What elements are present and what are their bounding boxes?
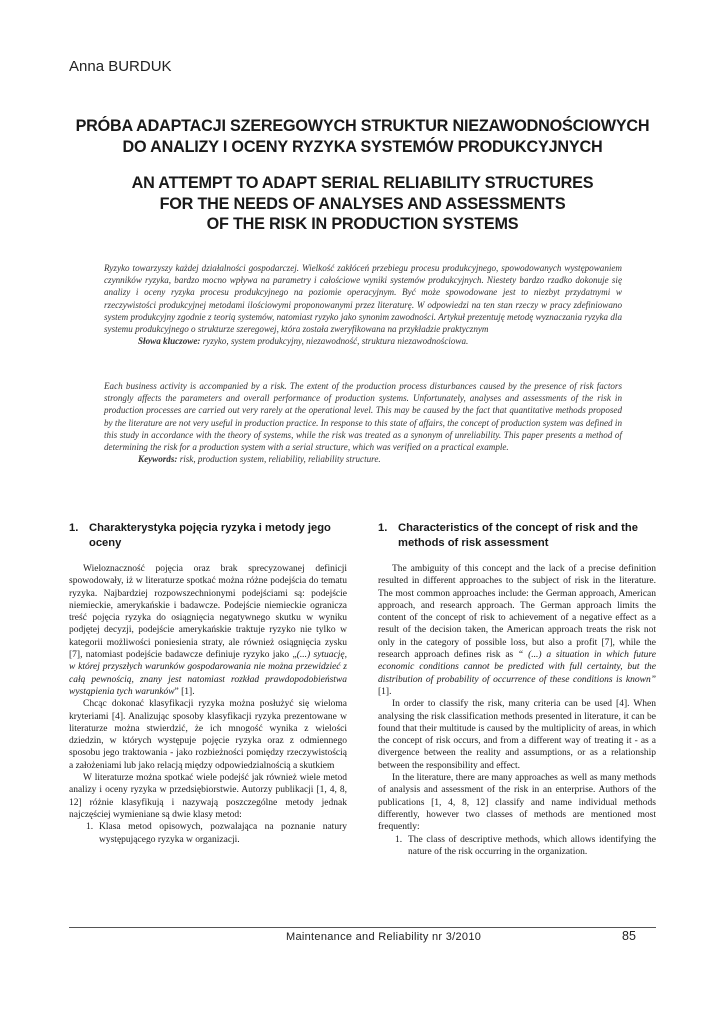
paragraph-english-1-citation: [1]. xyxy=(378,686,392,697)
keywords-english xyxy=(104,453,622,465)
abstract-polish xyxy=(104,262,622,347)
list-text-polish-1: Klasa metod opisowych, pozwalająca na poznanie natury występującego ryzyka w organizacji. xyxy=(99,822,347,845)
paragraph-polish-3: W literaturze można spotkać wiele podejść jak również wiele metod analizy i oceny ryzyka w przedsiębiorstwie. Autorzy publikacji [1, 4, 8, 12] różnie klasyfikują i nazywają poszczególne metody jednak najczęściej wymieniane są dwie klasy metod: xyxy=(69,773,347,820)
page-number: 85 xyxy=(622,929,636,943)
section-heading-english xyxy=(378,521,656,551)
keywords-polish-list: ryzyko, system produkcyjny, niezawodność, struktura niezawodnościowa. xyxy=(202,336,469,347)
keywords-polish xyxy=(104,335,622,347)
column-english xyxy=(378,521,656,858)
footer-journal-name: Maintenance and Reliability nr 3/2010 xyxy=(286,931,482,943)
paragraph-english-1-quote: “ (...) a situation in which future economic conditions cannot be predicted with full certainty, but the distribution of probability of occurrence of these conditions is known” xyxy=(378,650,656,685)
section-heading-polish xyxy=(69,521,347,551)
paragraph-polish-2: Chcąc dokonać klasyfikacji ryzyka można posłużyć się wieloma kryteriami [4]. Analizując sposoby klasyfikacji ryzyka prezentowane w literaturze można stwierdzić, że ich mnogość wynika z wielości dziedzin, w których występuje pojęcie ryzyka oraz z odmiennego sposobu jego traktowania - jako rozbieżności pomiędzy rzeczywistością a założeniami lub jako relacją między odpowiedzialnością a skutkiem xyxy=(69,699,347,771)
list-number-polish-1: 1. xyxy=(86,822,94,833)
section-title-polish: Charakterystyka pojęcia ryzyka i metody jego oceny xyxy=(89,522,331,549)
paragraph-english-2: In order to classify the risk, many criteria can be used [4]. When analysing the risk classification methods presented in literature, it can be found that their multitude is caused by the multiplicity of areas, in which the concept of risk occurs, and from a different way of treating it - as a divergence between the reality and assumptions, or as a relationship between the responsibility and effect. xyxy=(378,699,656,771)
title-polish-line-2: DO ANALIZY I OCENY RYZYKA SYSTEMÓW PRODUKCYJNYCH xyxy=(122,137,603,156)
section-number-polish: 1. xyxy=(69,522,79,534)
paragraph-english-3: In the literature, there are many approaches as well as many methods of analysis and assessment of the risk in an enterprise. Authors of the publications [1, 4, 8, 12] classify and name individual methods differently, however two classes of methods are mentioned most frequently: xyxy=(378,773,656,833)
title-english-line-3: OF THE RISK IN PRODUCTION SYSTEMS xyxy=(206,215,519,233)
paragraph-polish-1 xyxy=(69,563,347,698)
author-name: Anna BURDUK xyxy=(69,58,172,75)
footer-divider xyxy=(69,927,656,928)
column-polish xyxy=(69,521,347,846)
title-polish-line-1: PRÓBA ADAPTACJI SZEREGOWYCH STRUKTUR NIEZAWODNOŚCIOWYCH xyxy=(75,117,650,135)
paragraph-english-1 xyxy=(378,563,656,698)
abstract-english-text: Each business activity is accompanied by a risk. The extent of the production process disturbances caused by the presence of risk factors strongly affects the parameters and overall performance of production systems. Unfortunately, analyses and assessments of the risk in production processes are carried out very rarely at the operational level. This may be caused by the fact that quantitative methods proposed by the literature are not very useful in production practice. In response to this state of affairs, the concept of production system was defined in this study in accordance with the theory of systems, while the risk was treated as a synonym of unreliability. This paper presents a method of determining the risk for a production system with a serial structure, which was verified on a practical example. xyxy=(104,381,622,453)
title-english-line-1: AN ATTEMPT TO ADAPT SERIAL RELIABILITY STRUCTURES xyxy=(131,174,594,192)
keywords-polish-label: Słowa kluczowe: xyxy=(138,336,201,347)
list-item-polish-1 xyxy=(69,821,347,846)
list-item-english-1 xyxy=(378,834,656,859)
list-text-english-1: The class of descriptive methods, which allows identifying the nature of the risk occurring in the organization. xyxy=(408,834,656,857)
keywords-english-label: Keywords: xyxy=(138,454,178,465)
abstract-english xyxy=(104,380,622,465)
keywords-english-list: risk, production system, reliability, reliability structure. xyxy=(179,454,381,465)
paragraph-polish-1-quote: (...) sytuację, w której przyszłych warunków gospodarowania nie można przewidzieć z całą pewnością, znany jest natomiast rozkład prawdopodobieństwa wystąpienia tych warunków xyxy=(69,650,347,697)
paragraph-polish-1-citation: ” [1]. xyxy=(174,686,195,697)
section-number-english: 1. xyxy=(378,522,388,534)
paragraph-polish-1-text: Wieloznaczność pojęcia oraz brak sprecyzowanej definicji spowodowały, iż w literaturze spotkać można różne podejścia do tematu ryzyka. Najbardziej rozpowszechnionymi podejściami są: podejście niemieckie, amerykańskie i badawcze. Podejście niemieckie ogranicza treść pojęcia ryzyka do osiągnięcia negatywnego skutku w wyniku podjętej decyzji, podejście amerykańskie traktuje ryzyko nie tylko w kategorii możliwości poniesienia straty, ale również osiągnięcia zysku [7], natomiast podejście badawcze definiuje ryzyko jako „ xyxy=(69,564,347,661)
title-polish xyxy=(40,116,685,157)
title-english-line-2: FOR THE NEEDS OF ANALYSES AND ASSESSMENTS xyxy=(159,194,566,213)
abstract-polish-text: Ryzyko towarzyszy każdej działalności gospodarczej. Wielkość zakłóceń przebiegu procesu produkcyjnego, spowodowanych występowaniem czynników ryzyka, bardzo mocno wpływa na parametry i całościowe wyniki systemów produkcyjnych. Niestety bardzo rzadko dokonuje się analizy i oceny ryzyka procesu produkcyjnego na poziomie operacyjnym. Być może spowodowane jest to niezbyt przydatnymi w rzeczywistości produkcyjnej metodami ilościowymi proponowanymi przez literaturę. W odpowiedzi na ten stan rzeczy w pracy zdefiniowano system produkcyjny zgodnie z teorią systemów, natomiast ryzyko jako synonim zawodności. Artykuł prezentuję metodę wyznaczania ryzyka dla systemu produkcyjnego o strukturze szeregowej, która została zweryfikowana na przykładzie praktycznym xyxy=(104,263,622,335)
title-english xyxy=(40,173,685,235)
section-title-english: Characteristics of the concept of risk and the methods of risk assessment xyxy=(398,522,638,549)
paragraph-english-1-text: The ambiguity of this concept and the lack of a precise definition resulted in different approaches to the subject of risk in the literature. The most common approaches include: the German approach, American approach, and research approach. The German approach limits the content of the concept of risk to achievement of a negative effect as a result of the decision taken, the American approach treats the risk not only in the category of possible loss, but also a profit [7], while the research approach defines risk as xyxy=(378,564,656,661)
list-number-english-1: 1. xyxy=(395,834,403,845)
